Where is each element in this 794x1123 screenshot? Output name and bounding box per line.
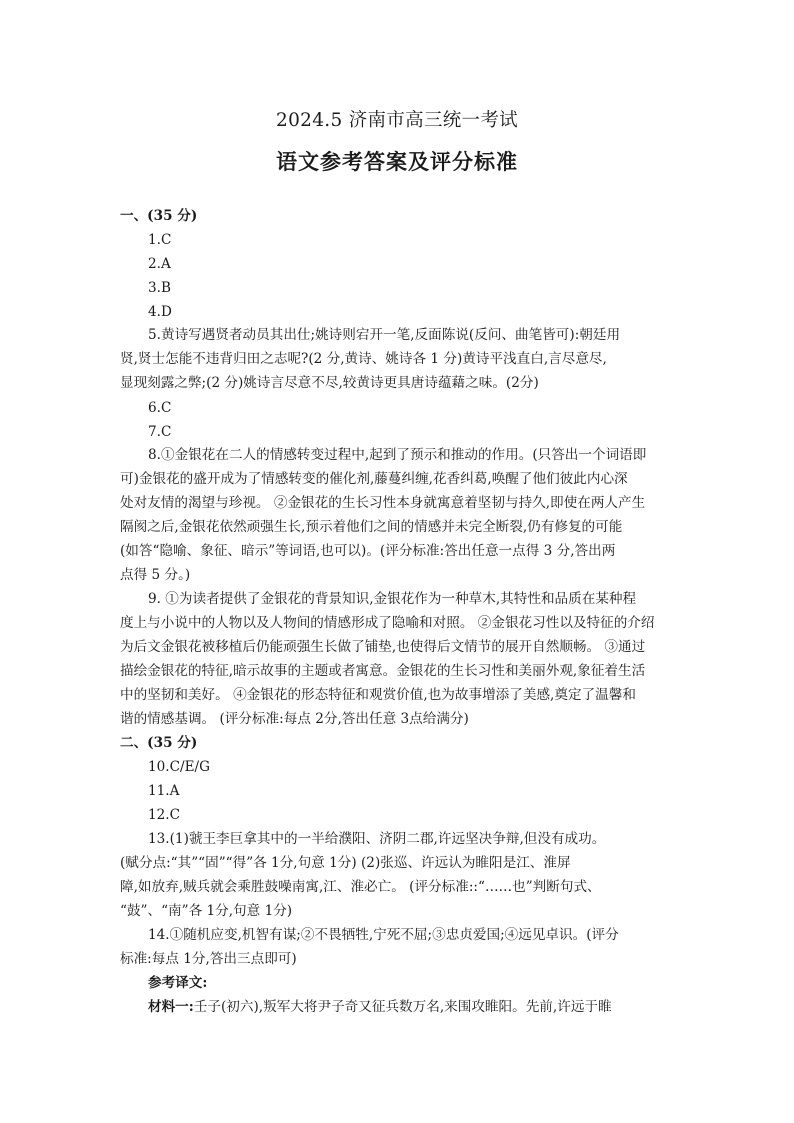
answer-1: 1.C (148, 232, 172, 248)
answer-13-line: 障,如放弃,贼兵就会乘胜鼓噪南寓,江、淮必亡。 (评分标准::“……也”判断句式、 (120, 879, 601, 895)
section-two-heading: 二、(35 分) (120, 735, 198, 751)
translation-heading: 参考译文: (148, 975, 208, 991)
answer-5-line: 5.黄诗写遇贤者动员其出仕;姚诗则宕开一笔,反面陈说(反问、曲笔皆可):朝廷用 (148, 327, 621, 343)
material-one-text: 壬子(初六),叛军大将尹子奇又征兵数万名,来围攻睢阳。先前,许远于睢 (193, 999, 612, 1015)
answer-8-line: 处对友情的渴望与珍视。 ②金银花的生长习性本身就寓意着坚韧与持久,即使在两人产生 (120, 495, 646, 511)
answer-9-line: 谐的情感基调。 (评分标准:每点 2分,答出任意 3点给满分) (120, 711, 469, 727)
answer-11: 11.A (148, 783, 180, 799)
answer-14-line: 14.①随机应变,机智有谋;②不畏牺牲,宁死不屈;③忠贞爱国;④远见卓识。(评分 (148, 927, 619, 943)
answer-8-line: 8.①金银花在二人的情感转变过程中,起到了预示和推动的作用。(只答出一个词语即 (148, 447, 647, 463)
answer-13-line: “鼓”、“南”各 1分,句意 1分) (120, 903, 293, 919)
answer-8-line: (如答“隐喻、象征、暗示”等词语,也可以)。(评分标准:答出任意一点得 3 分,答出两 (120, 543, 616, 559)
answer-9-line: 中的坚韧和美好。 ④金银花的形态特征和观赏价值,也为故事增添了美感,奠定了温馨和 (120, 687, 636, 703)
answer-5-line: 显现刻露之弊;(2 分)姚诗言尽意不尽,较黄诗更具唐诗蕴藉之味。(2分) (120, 375, 539, 391)
answer-13-line: (赋分点:“其”“固”“得”各 1分,句意 1分) (2)张巡、许远认为睢阳是江、淮屏 (120, 855, 571, 871)
answer-7: 7.C (148, 424, 172, 440)
answer-13-line: 13.(1)虢王李巨拿其中的一半给濮阳、济阴二郡,许远坚决争辩,但没有成功。 (148, 831, 606, 847)
answer-9-line: 9. ①为读者提供了金银花的背景知识,金银花作为一种草木,其特性和品质在某种程 (148, 591, 637, 607)
answer-8-line: 隔阂之后,金银花依然顽强生长,预示着他们之间的情感并未完全断裂,仍有修复的可能 (120, 519, 623, 535)
document-title: 语文参考答案及评分标准 (276, 150, 518, 174)
answer-3: 3.B (148, 280, 171, 296)
answer-9-line: 描绘金银花的特征,暗示故事的主题或者寓意。金银花的生长习性和美丽外观,象征着生活 (120, 663, 646, 679)
answer-5-line: 贤,贤士怎能不违背归田之志呢?(2 分,黄诗、姚诗各 1 分)黄诗平浅直白,言尽意尽, (120, 351, 607, 367)
answer-9-line: 度上与小说中的人物以及人物间的情感形成了隐喻和对照。 ②金银花习性以及特征的介绍 (120, 615, 655, 631)
material-one-line (148, 998, 612, 1016)
material-one-label: 材料一: (148, 999, 194, 1015)
answer-10: 10.C/E/G (148, 759, 210, 775)
answer-2: 2.A (148, 256, 171, 272)
answer-6: 6.C (148, 400, 172, 416)
exam-title: 2024.5 济南市高三统一考试 (276, 110, 518, 131)
answer-4: 4.D (148, 304, 172, 320)
answer-9-line: 为后文金银花被移植后仍能顽强生长做了铺垫,也使得后文情节的展开自然顺畅。 ③通过 (120, 639, 646, 655)
answer-12: 12.C (148, 807, 181, 823)
answer-8-line: 可)金银花的盛开成为了情感转变的催化剂,藤蔓纠缠,花香纠葛,唤醒了他们彼此内心深 (120, 471, 628, 487)
answer-8-line: 点得 5 分。) (120, 567, 191, 583)
section-one-heading: 一、(35 分) (120, 208, 198, 224)
answer-14-line: 标准:每点 1分,答出三点即可) (120, 951, 297, 967)
